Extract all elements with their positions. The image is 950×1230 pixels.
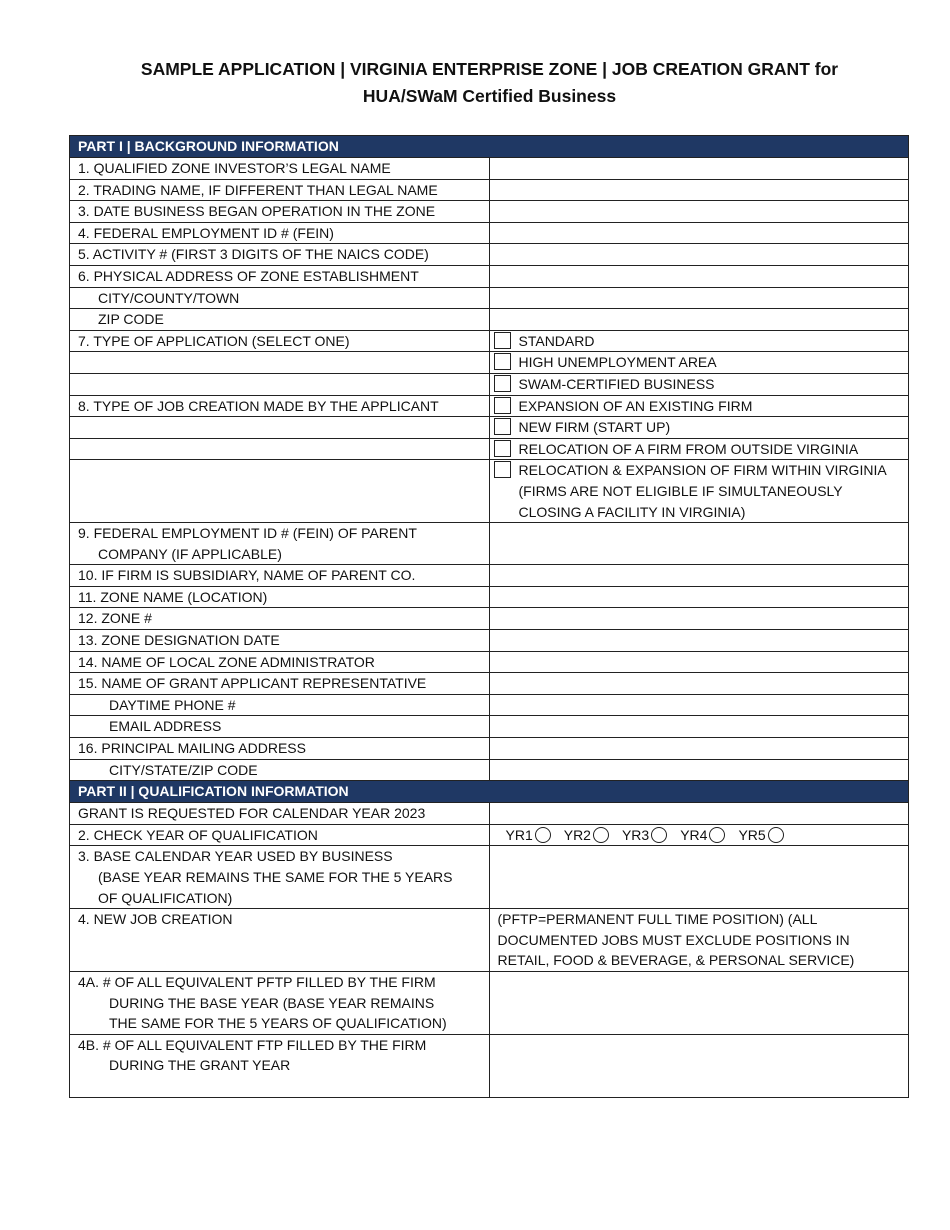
q7-option-cell	[489, 330, 909, 352]
pftp-base-year-field[interactable]	[489, 972, 909, 1035]
q13-label: 13. ZONE DESIGNATION DATE	[70, 630, 490, 652]
q6-zip-field[interactable]	[489, 309, 909, 331]
base-year-field[interactable]	[489, 846, 909, 909]
q10-label: 10. IF FIRM IS SUBSIDIARY, NAME OF PARENT CO.	[70, 565, 490, 587]
q16-mailing-address-field[interactable]	[489, 738, 909, 760]
q16-label: 16. PRINCIPAL MAILING ADDRESS	[70, 738, 490, 760]
q9-label-line2: COMPANY (IF APPLICABLE)	[98, 545, 282, 562]
q3-date-field[interactable]	[489, 201, 909, 223]
q6-zip-label: ZIP CODE	[98, 311, 164, 328]
q8-option-cell	[489, 460, 909, 523]
grant-year-field[interactable]	[489, 803, 909, 825]
q12-zone-number-field[interactable]	[489, 608, 909, 630]
q13-designation-date-field[interactable]	[489, 630, 909, 652]
empty-label-cell	[70, 417, 490, 439]
q6-zip-cell	[70, 309, 490, 331]
q7-option-cell	[489, 373, 909, 395]
p2-q2-label: 2. CHECK YEAR OF QUALIFICATION	[70, 824, 490, 846]
ftp-grant-year-field[interactable]	[489, 1034, 909, 1097]
p2-q4b-line1: 4B. # OF ALL EQUIVALENT FTP FILLED BY THE FIRM	[78, 1036, 427, 1053]
q6-city-cell	[70, 287, 490, 309]
q2-label: 2. TRADING NAME, IF DIFFERENT THAN LEGAL NAME	[70, 179, 490, 201]
q6-label: 6. PHYSICAL ADDRESS OF ZONE ESTABLISHMENT	[70, 265, 490, 287]
q8-relocation-outside-checkbox[interactable]	[494, 440, 511, 457]
q3-label: 3. DATE BUSINESS BEGAN OPERATION IN THE ZONE	[70, 201, 490, 223]
page-title	[70, 56, 909, 110]
yr2-label: YR2	[563, 826, 591, 843]
q5-label: 5. ACTIVITY # (FIRST 3 DIGITS OF THE NAICS CODE)	[70, 244, 490, 266]
yr4-radio[interactable]	[709, 827, 725, 843]
empty-label-cell	[70, 438, 490, 460]
p2-q4-note: (PFTP=PERMANENT FULL TIME POSITION) (ALL DOCUMENTED JOBS MUST EXCLUDE POSITIONS IN RETAIL, FOOD & BEVERAGE, & PERSONAL SERVICE)	[489, 909, 909, 972]
p2-q4b-label-cell	[70, 1034, 490, 1097]
q5-activity-field[interactable]	[489, 244, 909, 266]
q11-zone-name-field[interactable]	[489, 586, 909, 608]
q8-expansion-checkbox[interactable]	[494, 397, 511, 414]
q10-parent-name-field[interactable]	[489, 565, 909, 587]
q1-label: 1. QUALIFIED ZONE INVESTOR’S LEGAL NAME	[70, 158, 490, 180]
empty-label-cell	[70, 460, 490, 523]
q6-address-field[interactable]	[489, 265, 909, 287]
q16-city-label: CITY/STATE/ZIP CODE	[109, 761, 258, 778]
q8-option-cell	[489, 395, 909, 417]
q4-label: 4. FEDERAL EMPLOYMENT ID # (FEIN)	[70, 222, 490, 244]
grant-year-label: GRANT IS REQUESTED FOR CALENDAR YEAR 2023	[70, 803, 490, 825]
q15-phone-field[interactable]	[489, 694, 909, 716]
part1-header: PART I | BACKGROUND INFORMATION	[70, 136, 909, 158]
p2-q3-line3: OF QUALIFICATION)	[98, 889, 233, 906]
q8-option-label: EXPANSION OF AN EXISTING FIRM	[518, 397, 753, 414]
q15-email-field[interactable]	[489, 716, 909, 738]
q7-option-label: STANDARD	[518, 332, 595, 349]
q9-parent-fein-field[interactable]	[489, 523, 909, 565]
yr1-label: YR1	[505, 826, 533, 843]
yr1-radio[interactable]	[535, 827, 551, 843]
q15-phone-label: DAYTIME PHONE #	[109, 696, 236, 713]
q4-fein-field[interactable]	[489, 222, 909, 244]
q11-label: 11. ZONE NAME (LOCATION)	[70, 586, 490, 608]
q7-option-label: HIGH UNEMPLOYMENT AREA	[518, 354, 717, 371]
year-of-qualification-cell	[489, 824, 909, 846]
q14-administrator-field[interactable]	[489, 651, 909, 673]
q7-standard-checkbox[interactable]	[494, 332, 511, 349]
q6-city-label: CITY/COUNTY/TOWN	[98, 289, 240, 306]
q7-hua-checkbox[interactable]	[494, 353, 511, 370]
q9-label-line1: 9. FEDERAL EMPLOYMENT ID # (FEIN) OF PARENT	[78, 525, 417, 542]
empty-label-cell	[70, 352, 490, 374]
q15-label: 15. NAME OF GRANT APPLICANT REPRESENTATIVE	[70, 673, 490, 695]
yr5-label: YR5	[738, 826, 766, 843]
q9-label-cell	[70, 523, 490, 565]
p2-q4-label: 4. NEW JOB CREATION	[70, 909, 490, 972]
q8-option-cell	[489, 417, 909, 439]
application-form-table	[69, 135, 909, 1098]
q8-label: 8. TYPE OF JOB CREATION MADE BY THE APPLICANT	[70, 395, 490, 417]
part2-header: PART II | QUALIFICATION INFORMATION	[70, 781, 909, 803]
yr5-radio[interactable]	[768, 827, 784, 843]
q6-city-field[interactable]	[489, 287, 909, 309]
yr3-label: YR3	[621, 826, 650, 843]
q7-option-label: SWAM-CERTIFIED BUSINESS	[518, 375, 715, 392]
q12-label: 12. ZONE #	[70, 608, 490, 630]
p2-q4a-label-cell	[70, 972, 490, 1035]
q15-phone-cell	[70, 694, 490, 716]
p2-q4a-line2: DURING THE BASE YEAR (BASE YEAR REMAINS	[109, 994, 435, 1011]
p2-q3-line2: (BASE YEAR REMAINS THE SAME FOR THE 5 YEARS	[98, 869, 453, 886]
q8-option-label: RELOCATION & EXPANSION OF FIRM WITHIN VIRGINIA (FIRMS ARE NOT ELIGIBLE IF SIMULTANEOUSLY CLOSING A FACILITY IN VIRGINIA)	[518, 462, 886, 520]
q2-trading-name-field[interactable]	[489, 179, 909, 201]
q16-city-field[interactable]	[489, 759, 909, 781]
yr2-radio[interactable]	[593, 827, 609, 843]
title-line-1: SAMPLE APPLICATION | VIRGINIA ENTERPRISE ZONE | JOB CREATION GRANT for	[140, 59, 839, 79]
p2-q4a-line1: 4A. # OF ALL EQUIVALENT PFTP FILLED BY THE FIRM	[78, 974, 436, 991]
q15-representative-field[interactable]	[489, 673, 909, 695]
empty-label-cell	[70, 373, 490, 395]
yr3-radio[interactable]	[651, 827, 667, 843]
q8-relocation-within-checkbox[interactable]	[494, 461, 511, 478]
q14-label: 14. NAME OF LOCAL ZONE ADMINISTRATOR	[70, 651, 490, 673]
yr4-label: YR4	[680, 826, 708, 843]
title-line-2: HUA/SWaM Certified Business	[362, 86, 617, 106]
q8-new-firm-checkbox[interactable]	[494, 418, 511, 435]
q8-option-cell	[489, 438, 909, 460]
p2-q4b-line2: DURING THE GRANT YEAR	[109, 1057, 291, 1074]
q7-label: 7. TYPE OF APPLICATION (SELECT ONE)	[70, 330, 490, 352]
p2-q3-label-cell	[70, 846, 490, 909]
q15-email-label: EMAIL ADDRESS	[109, 718, 222, 735]
q7-swam-checkbox[interactable]	[494, 375, 511, 392]
q1-legal-name-field[interactable]	[489, 158, 909, 180]
q15-email-cell	[70, 716, 490, 738]
q8-option-label: NEW FIRM (START UP)	[518, 419, 671, 436]
p2-q4a-line3: THE SAME FOR THE 5 YEARS OF QUALIFICATION)	[109, 1015, 447, 1032]
p2-q3-line1: 3. BASE CALENDAR YEAR USED BY BUSINESS	[78, 848, 393, 865]
q16-city-cell	[70, 759, 490, 781]
q7-option-cell	[489, 352, 909, 374]
q8-option-label: RELOCATION OF A FIRM FROM OUTSIDE VIRGINIA	[518, 440, 859, 457]
